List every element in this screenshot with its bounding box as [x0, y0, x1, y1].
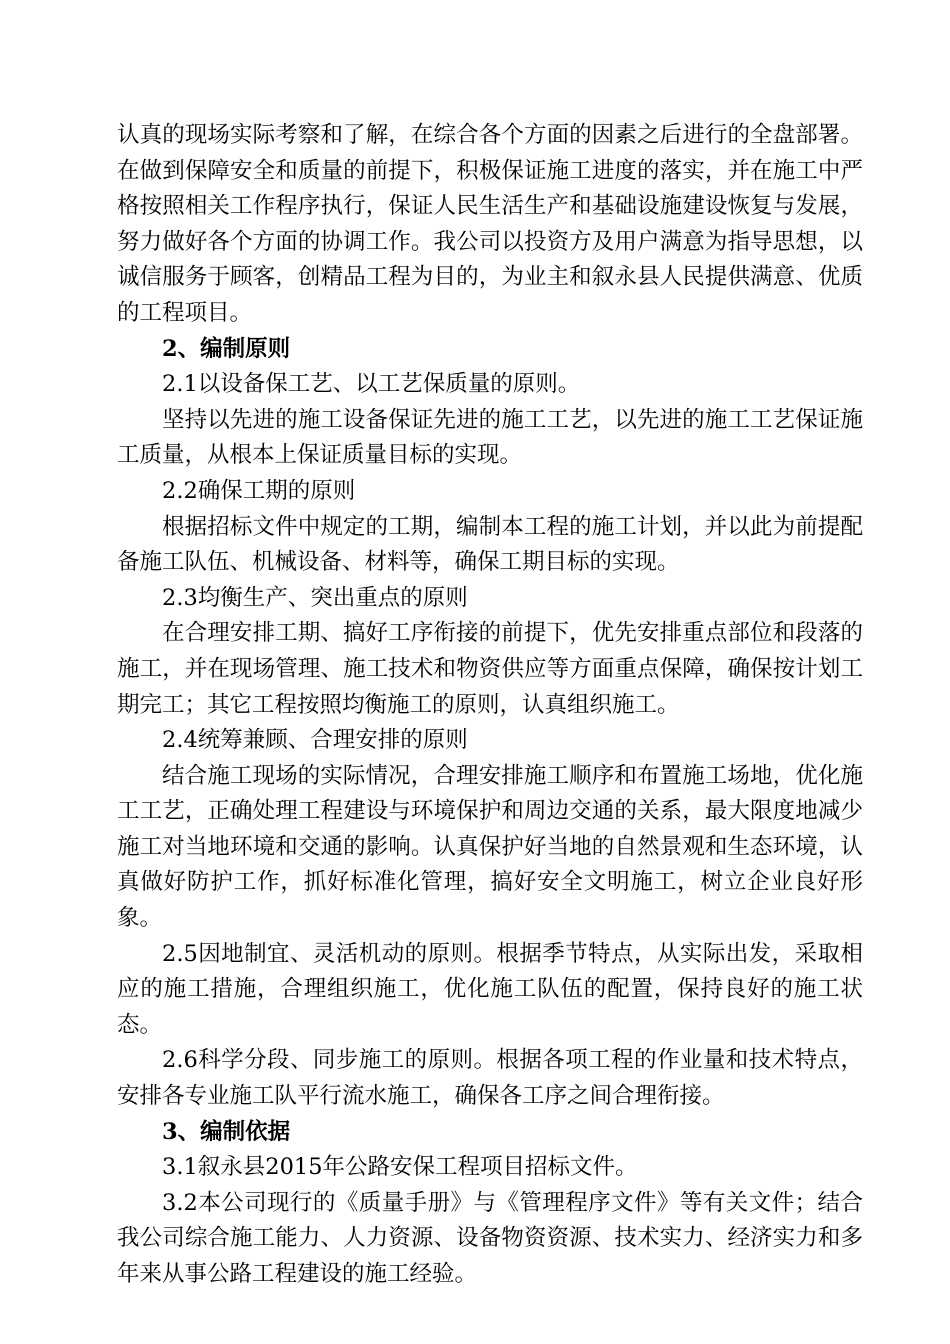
principle-2-3-title: 2.3均衡生产、突出重点的原则 [162, 584, 468, 611]
basis-3-1: 3.1叙永县2015年公路安保工程项目招标文件。 [162, 1154, 638, 1181]
principle-2-4-title: 2.4统筹兼顾、合理安排的原则 [162, 727, 468, 754]
document-body [117, 118, 863, 1293]
principle-2-1-title: 2.1以设备保工艺、以工艺保质量的原则。 [162, 371, 581, 398]
section-heading-principles: 2、编制原则 [162, 335, 291, 362]
principle-2-3-body: 在合理安排工期、搞好工序衔接的前提下，优先安排重点部位和段落的施工，并在现场管理、施工技术和物资供应等方面重点保障，确保按计划工期完工；其它工程按照均衡施工的原则，认真组织施工。 [117, 620, 863, 718]
principle-2-2-body: 根据招标文件中规定的工期，编制本工程的施工计划，并以此为前提配备施工队伍、机械设备、材料等，确保工期目标的实现。 [117, 513, 863, 576]
principle-2-4-body: 结合施工现场的实际情况，合理安排施工顺序和布置施工场地，优化施工工艺，正确处理工程建设与环境保护和周边交通的关系，最大限度地减少施工对当地环境和交通的影响。认真保护好当地的自然景观和生态环境，认真做好防护工作，抓好标准化管理，搞好安全文明施工，树立企业良好形象。 [117, 762, 863, 932]
section-heading-basis: 3、编制依据 [162, 1118, 291, 1145]
paragraph-intro-continuation: 认真的现场实际考察和了解，在综合各个方面的因素之后进行的全盘部署。在做到保障安全和质量的前提下，积极保证施工进度的落实，并在施工中严格按照相关工作程序执行，保证人民生活生产和基础设施建设恢复与发展，努力做好各个方面的协调工作。我公司以投资方及用户满意为指导思想，以诚信服务于顾客，创精品工程为目的，为业主和叙永县人民提供满意、优质的工程项目。 [117, 122, 863, 326]
principle-2-2-title: 2.2确保工期的原则 [162, 477, 356, 504]
principle-2-5: 2.5因地制宜、灵活机动的原则。根据季节特点，从实际出发，采取相应的施工措施，合理组织施工，优化施工队伍的配置，保持良好的施工状态。 [117, 940, 863, 1038]
principle-2-1-body: 坚持以先进的施工设备保证先进的施工工艺，以先进的施工工艺保证施工质量，从根本上保证质量目标的实现。 [117, 406, 863, 469]
principle-2-6: 2.6科学分段、同步施工的原则。根据各项工程的作业量和技术特点，安排各专业施工队平行流水施工，确保各工序之间合理衔接。 [117, 1047, 863, 1110]
basis-3-2: 3.2本公司现行的《质量手册》与《管理程序文件》等有关文件；结合我公司综合施工能力、人力资源、设备物资资源、技术实力、经济实力和多年来从事公路工程建设的施工经验。 [117, 1189, 863, 1287]
